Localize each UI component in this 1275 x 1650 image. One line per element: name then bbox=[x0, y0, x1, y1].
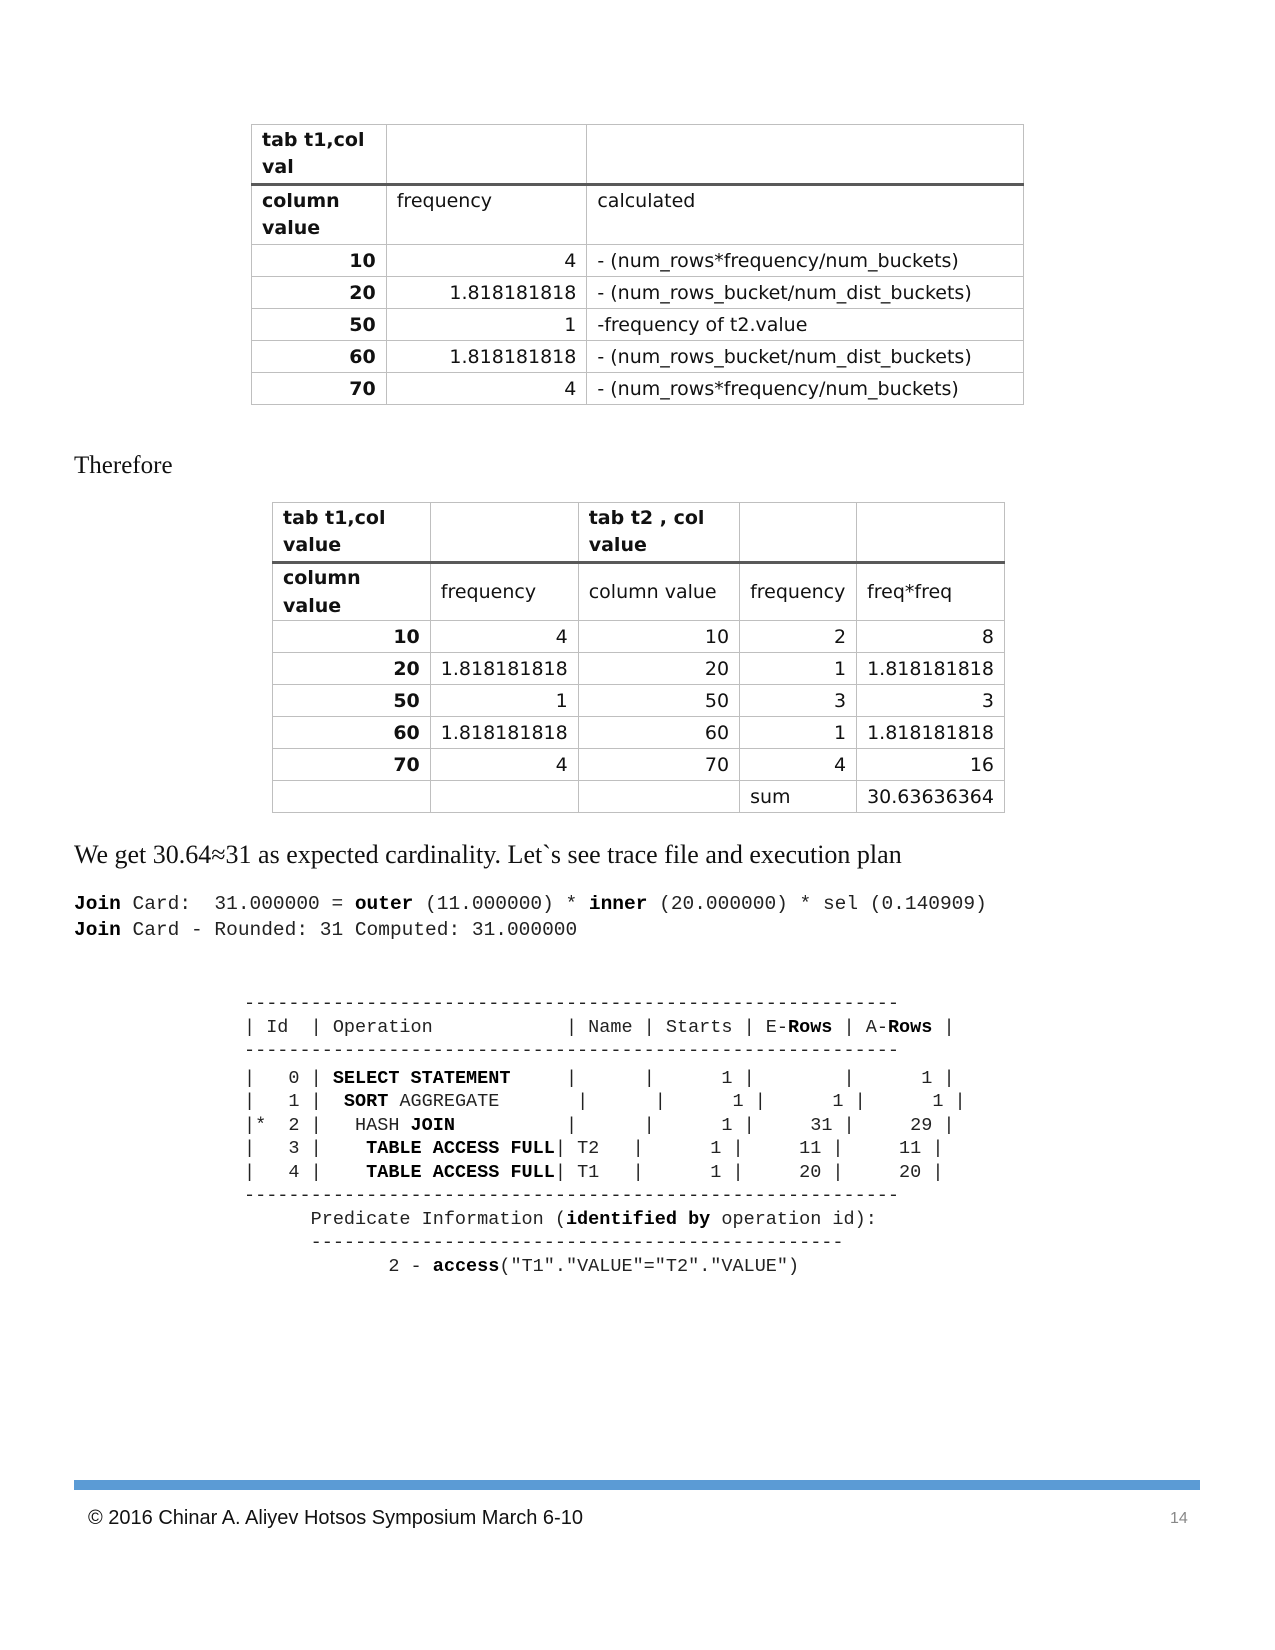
table-cell: 1 bbox=[740, 717, 857, 749]
plan-cell: | | 1 | 1 | 1 | bbox=[499, 1091, 966, 1112]
plan-cell: | 0 | bbox=[244, 1067, 333, 1089]
trace-text: (11.000000) * bbox=[413, 893, 589, 915]
table-row bbox=[273, 621, 1005, 653]
table-cell: 1.818181818 bbox=[430, 653, 578, 685]
plan-rule: ----------------------------------------------------------- bbox=[244, 1040, 900, 1061]
table-header-cell: frequency bbox=[740, 563, 857, 621]
table-header-cell: tab t1,col val bbox=[252, 125, 387, 185]
table-row bbox=[273, 749, 1005, 781]
sum-row bbox=[273, 781, 1005, 813]
trace-line-1 bbox=[74, 891, 987, 917]
table-header-cell: tab t2 , col value bbox=[578, 503, 739, 563]
cardinality-table bbox=[272, 502, 1005, 813]
plan-cell: | 4 | bbox=[244, 1161, 367, 1183]
table-cell: 4 bbox=[386, 373, 587, 405]
plan-cell: | 3 | bbox=[244, 1138, 367, 1159]
table-row bbox=[273, 685, 1005, 717]
table-cell: - (num_rows_bucket/num_dist_buckets) bbox=[587, 341, 1024, 373]
trace-keyword: outer bbox=[354, 893, 414, 915]
table-cell: 50 bbox=[578, 685, 739, 717]
plan-header-text: | A- bbox=[832, 1016, 888, 1038]
plan-operation: TABLE ACCESS FULL bbox=[366, 1161, 555, 1183]
trace-line-2 bbox=[74, 917, 987, 943]
table-cell: 2 bbox=[740, 621, 857, 653]
predicate-keyword: identified by bbox=[565, 1208, 711, 1230]
table-cell: 50 bbox=[273, 685, 431, 717]
plan-row bbox=[244, 1114, 966, 1138]
table-row bbox=[252, 373, 1024, 405]
plan-header-keyword: Rows bbox=[887, 1016, 933, 1038]
plan-rule: ----------------------------------------------------------- bbox=[244, 1185, 900, 1206]
table-cell: 4 bbox=[430, 749, 578, 781]
plan-header-text: | bbox=[932, 1016, 955, 1038]
table-cell: 60 bbox=[252, 341, 387, 373]
table-cell: 1.818181818 bbox=[386, 341, 587, 373]
frequency-table bbox=[251, 124, 1024, 405]
plan-operation: TABLE ACCESS FULL bbox=[366, 1138, 555, 1159]
table-row bbox=[252, 245, 1024, 277]
table-cell: 4 bbox=[386, 245, 587, 277]
table-header-row bbox=[273, 503, 1005, 563]
plan-row bbox=[244, 1067, 966, 1091]
table-header-cell bbox=[587, 125, 1024, 185]
table-header-cell bbox=[430, 503, 578, 563]
table-header-cell: freq*freq bbox=[857, 563, 1005, 621]
table-header-row bbox=[273, 563, 1005, 621]
table-cell: 10 bbox=[578, 621, 739, 653]
footer-divider bbox=[74, 1480, 1200, 1490]
trace-block bbox=[74, 891, 987, 943]
table-header-cell bbox=[740, 503, 857, 563]
trace-keyword: Join bbox=[74, 893, 121, 915]
table-row bbox=[273, 717, 1005, 749]
table-cell bbox=[430, 781, 578, 813]
execution-plan bbox=[244, 992, 966, 1278]
table-cell: - (num_rows_bucket/num_dist_buckets) bbox=[587, 277, 1024, 309]
predicate-title bbox=[244, 1208, 966, 1232]
table-cell: 60 bbox=[578, 717, 739, 749]
table-header-cell: calculated bbox=[587, 185, 1024, 245]
sum-label: sum bbox=[740, 781, 857, 813]
plan-cell: |* 2 | HASH bbox=[244, 1114, 411, 1136]
predicate-text: operation id): bbox=[710, 1208, 877, 1230]
table-cell: 1.818181818 bbox=[857, 717, 1005, 749]
plan-operation: SELECT STATEMENT bbox=[332, 1067, 511, 1089]
table-cell: 10 bbox=[252, 245, 387, 277]
trace-keyword: inner bbox=[588, 893, 648, 915]
sum-value: 30.63636364 bbox=[857, 781, 1005, 813]
predicate-keyword: access bbox=[432, 1255, 500, 1277]
trace-text: Card: 31.000000 = bbox=[120, 893, 355, 915]
table-row bbox=[252, 341, 1024, 373]
predicate-rule: ------------------------------------------------ bbox=[244, 1232, 844, 1253]
table-cell: 50 bbox=[252, 309, 387, 341]
table-header-cell: column value bbox=[252, 185, 387, 245]
predicate-line bbox=[244, 1255, 966, 1279]
plan-header-text: | Id | Operation | Name | Starts | E- bbox=[244, 1016, 788, 1038]
plan-cell: AGGREGATE bbox=[388, 1091, 500, 1112]
table-cell: 70 bbox=[578, 749, 739, 781]
table-header-cell: column value bbox=[273, 563, 431, 621]
plan-cell: | T2 | 1 | 11 | 11 | bbox=[554, 1138, 944, 1159]
table-header-cell: tab t1,col value bbox=[273, 503, 431, 563]
predicate-text: Predicate Information ( bbox=[244, 1208, 566, 1230]
table-cell: 1 bbox=[386, 309, 587, 341]
table-cell: 4 bbox=[430, 621, 578, 653]
trace-text: Card - Rounded: 31 Computed: 31.000000 bbox=[120, 919, 578, 941]
table-cell: 1.818181818 bbox=[386, 277, 587, 309]
table-cell bbox=[578, 781, 739, 813]
trace-keyword: Join bbox=[74, 919, 121, 941]
table-header-cell: frequency bbox=[430, 563, 578, 621]
table-cell: 70 bbox=[252, 373, 387, 405]
table-header-cell bbox=[857, 503, 1005, 563]
table-cell: 20 bbox=[578, 653, 739, 685]
plan-cell: | | 1 | 31 | 29 | bbox=[454, 1114, 955, 1136]
table-cell: 1 bbox=[740, 653, 857, 685]
predicate-text: 2 - bbox=[244, 1255, 433, 1277]
plan-cell: | | 1 | | 1 | bbox=[510, 1067, 955, 1089]
plan-cell: | T1 | 1 | 20 | 20 | bbox=[554, 1161, 944, 1183]
table-header-row bbox=[252, 185, 1024, 245]
plan-row bbox=[244, 1090, 966, 1114]
table-cell: 10 bbox=[273, 621, 431, 653]
plan-header-keyword: Rows bbox=[788, 1016, 833, 1038]
table-row bbox=[252, 309, 1024, 341]
table-cell bbox=[273, 781, 431, 813]
table-cell: 4 bbox=[740, 749, 857, 781]
table-cell: 16 bbox=[857, 749, 1005, 781]
plan-operation: SORT bbox=[343, 1091, 389, 1112]
plan-cell: | 1 | bbox=[244, 1091, 344, 1112]
table-row bbox=[273, 653, 1005, 685]
table-cell: 20 bbox=[273, 653, 431, 685]
table-header-cell: column value bbox=[578, 563, 739, 621]
table-cell: 1.818181818 bbox=[857, 653, 1005, 685]
footer-copyright: © 2016 Chinar A. Aliyev Hotsos Symposium March 6-10 bbox=[88, 1507, 583, 1529]
table-cell: - (num_rows*frequency/num_buckets) bbox=[587, 373, 1024, 405]
table-row bbox=[252, 277, 1024, 309]
plan-operation: JOIN bbox=[410, 1114, 455, 1136]
summary-sentence: We get 30.64≈31 as expected cardinality. Let`s see trace file and execution plan bbox=[74, 840, 902, 869]
table-cell: 20 bbox=[252, 277, 387, 309]
plan-rule: ----------------------------------------------------------- bbox=[244, 993, 900, 1014]
trace-text: (20.000000) * sel (0.140909) bbox=[647, 893, 987, 915]
table-cell: - (num_rows*frequency/num_buckets) bbox=[587, 245, 1024, 277]
table-cell: -frequency of t2.value bbox=[587, 309, 1024, 341]
table-cell: 1 bbox=[430, 685, 578, 717]
table-cell: 8 bbox=[857, 621, 1005, 653]
table-cell: 1.818181818 bbox=[430, 717, 578, 749]
plan-row bbox=[244, 1137, 966, 1161]
table-cell: 60 bbox=[273, 717, 431, 749]
table-header-row bbox=[252, 125, 1024, 185]
predicate-text: ("T1"."VALUE"="T2"."VALUE") bbox=[499, 1255, 800, 1277]
table-header-cell: frequency bbox=[386, 185, 587, 245]
table-header-cell bbox=[386, 125, 587, 185]
plan-row bbox=[244, 1161, 966, 1185]
table-cell: 3 bbox=[857, 685, 1005, 717]
therefore-text: Therefore bbox=[74, 452, 173, 479]
table-cell: 3 bbox=[740, 685, 857, 717]
page-number: 14 bbox=[1170, 1510, 1188, 1527]
plan-header bbox=[244, 1016, 966, 1040]
table-cell: 70 bbox=[273, 749, 431, 781]
